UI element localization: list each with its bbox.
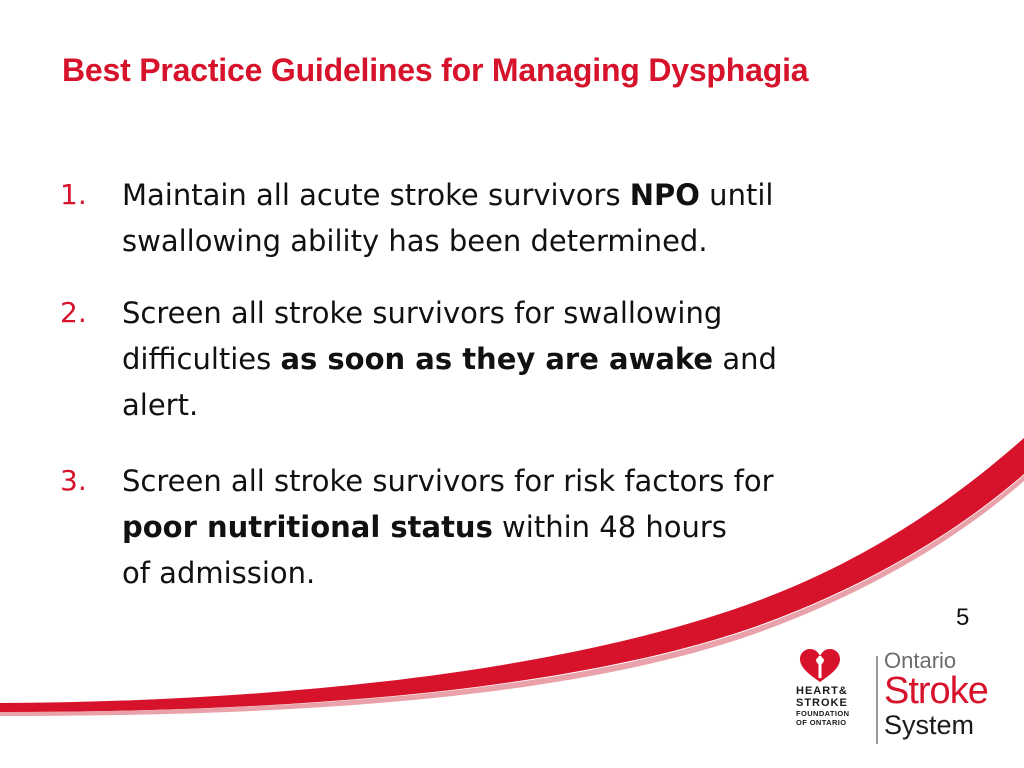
text-segment: and	[713, 342, 777, 376]
text-segment: until	[699, 178, 774, 212]
list-item-text	[122, 290, 932, 428]
text-segment: Maintain all acute stroke survivors	[122, 178, 630, 212]
text-line: of admission.	[122, 556, 316, 590]
logo-text-line: FOUNDATION	[796, 709, 850, 718]
text-line: Screen all stroke survivors for risk factors for	[122, 464, 774, 498]
text-line: Screen all stroke survivors for swallowing	[122, 296, 723, 330]
list-number: 3.	[60, 464, 87, 497]
text-segment: difficulties	[122, 342, 281, 376]
bold-text: NPO	[629, 178, 700, 212]
logo-text-line: HEART&	[796, 685, 848, 697]
text-line	[122, 336, 932, 382]
bold-text: poor nutritional status	[122, 510, 493, 544]
logo-text-line: Ontario	[884, 648, 957, 673]
slide-title: Best Practice Guidelines for Managing Dysphagia	[62, 52, 809, 88]
text-line: swallowing ability has been determined.	[122, 224, 708, 258]
list-item-text	[122, 172, 932, 264]
logo-divider	[876, 656, 878, 744]
list-item-text	[122, 458, 932, 596]
logo-text-line: STROKE	[796, 696, 848, 709]
list-number: 2.	[60, 296, 87, 329]
logo-text-line: Stroke	[884, 670, 988, 712]
text-line	[122, 172, 932, 218]
text-line: alert.	[122, 388, 199, 422]
logo-text-line: System	[884, 710, 975, 740]
text-segment: within 48 hours	[492, 510, 727, 544]
bold-text: as soon as they are awake	[280, 342, 714, 376]
text-line	[122, 504, 932, 550]
logo-text-line: OF ONTARIO	[796, 718, 847, 727]
page-number: 5	[956, 604, 970, 631]
hsf-logo-text	[796, 686, 872, 727]
ontario-stroke-system-logo	[884, 648, 988, 742]
list-number: 1.	[60, 178, 87, 211]
